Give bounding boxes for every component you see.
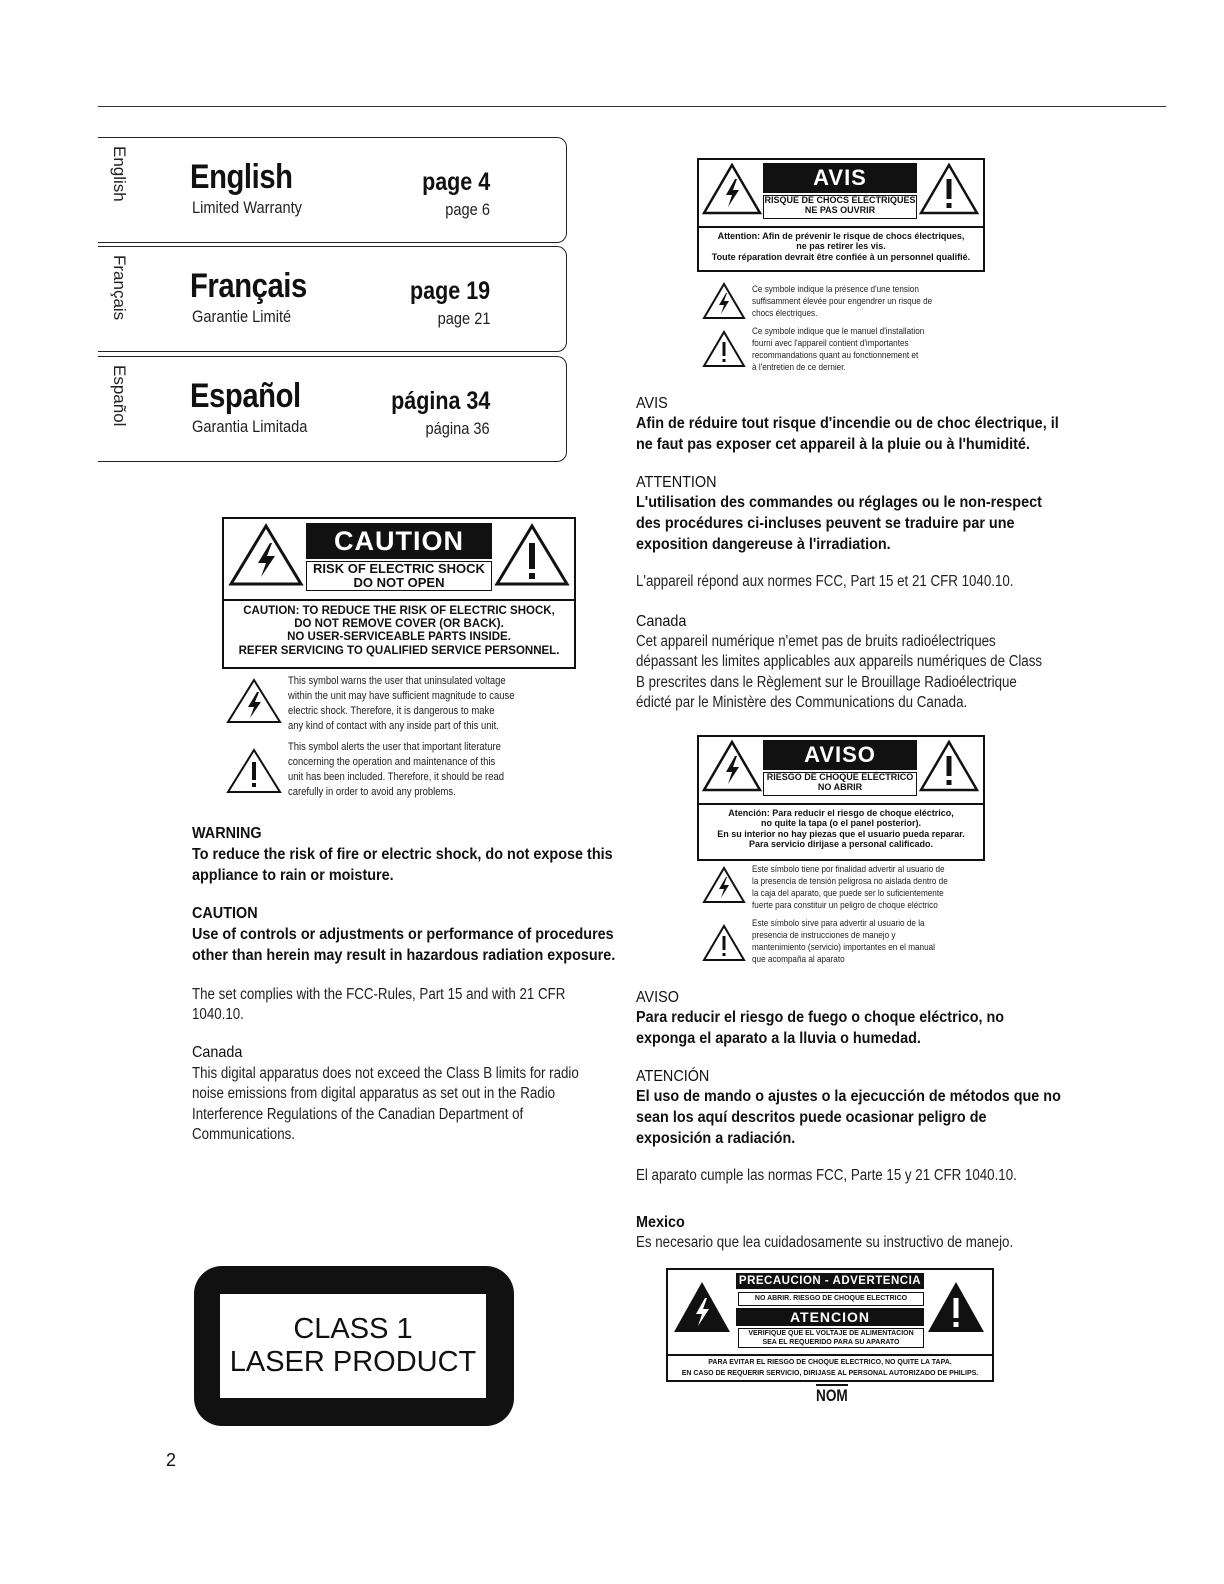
exclamation-symbol-icon	[226, 748, 282, 794]
mexico-text: Es necesario que lea cuidadosamente su instructivo de manejo.	[636, 1234, 1014, 1251]
caution-sub-line: RISK OF ELECTRIC SHOCK	[313, 561, 485, 576]
attention-heading: ATTENTION	[636, 474, 717, 491]
lightning-warning-icon	[228, 523, 304, 587]
caution-body: Use of controls or adjustments or performance of procedures other than herein may result in hazardous radiation exposure.	[192, 926, 616, 964]
lightning-symbol-icon	[702, 282, 746, 320]
exclamation-symbol-icon	[702, 330, 746, 368]
lightning-symbol-icon	[702, 866, 746, 904]
tab-page[interactable]: página 34	[390, 387, 490, 415]
mexico-heading: Mexico	[636, 1214, 685, 1231]
avis-instructions: Attention: Afin de prévenir le risque de chocs électriques, ne pas retirer les vis. Toute réparation devrait être confiée à un personnel qualifié.	[699, 226, 983, 273]
tab-francais[interactable]	[98, 246, 567, 352]
tab-language: Español	[190, 377, 301, 415]
tab-side-label: English	[110, 146, 129, 202]
exclamation-warning-icon	[919, 163, 979, 215]
laser-line1: CLASS 1	[293, 1312, 413, 1345]
atencion-heading: ATENCIÓN	[636, 1068, 710, 1085]
warning-body: To reduce the risk of fire or electric shock, do not expose this appliance to rain or moisture.	[192, 846, 613, 884]
exclamation-symbol-text-es: Este símbolo sirve para advertir al usuario de la presencia de instrucciones de manejo y mantenimiento (servicio) importantes en el manual que acompaña al aparato	[752, 918, 936, 965]
atencion-subtitle: VERIFIQUE QUE EL VOLTAJE DE ALIMENTACION SEA EL REQUERIDO PARA SU APARATO	[738, 1328, 924, 1348]
exclamation-warning-icon	[919, 740, 979, 792]
aviso-body: Para reducir el riesgo de fuego o choque eléctrico, no exponga el aparato a la lluvia o humedad.	[636, 1009, 1005, 1047]
atencion-body: El uso de mando o ajustes o la ejecucción de métodos que no sean los aquí descritos puede ocasionar peligro de exposición a radiación.	[636, 1088, 1061, 1147]
aviso-title: AVISO	[763, 740, 917, 770]
caution-title: CAUTION	[306, 523, 492, 559]
aviso-subtitle: RIESGO DE CHOQUE ELÉCTRICO NO ABRIR	[763, 772, 917, 796]
aviso-heading: AVISO	[636, 989, 679, 1006]
exclamation-symbol-text: This symbol alerts the user that important literature concerning the operation and maintenance of this unit has been included. Therefore, it should be read carefully in order to avoid any problems.	[288, 741, 504, 798]
exclamation-warning-icon	[926, 1280, 986, 1334]
tab-side-label: Español	[110, 365, 129, 427]
laser-product-label	[194, 1266, 514, 1426]
lightning-warning-icon	[672, 1280, 732, 1334]
lightning-warning-icon	[702, 740, 762, 792]
canada-heading-fr: Canada	[636, 613, 687, 630]
avis-title: AVIS	[763, 163, 917, 193]
caution-line: CAUTION: TO REDUCE THE RISK OF ELECTRIC SHOCK,	[243, 605, 555, 617]
precaucion-title: PRECAUCION - ADVERTENCIA	[736, 1273, 924, 1289]
exclamation-symbol-text-fr: Ce symbole indique que le manuel d'installation fourni avec l'appareil contient d'importantes recommandations quant au fonctionnement et à l'entretien de ce dernier.	[752, 326, 925, 373]
caution-line: NO USER-SERVICEABLE PARTS INSIDE.	[287, 631, 511, 644]
tab-subtitle: Garantie Limité	[192, 307, 292, 326]
tab-page-secondary[interactable]: page 21	[437, 309, 490, 328]
warning-heading: WARNING	[192, 825, 262, 842]
avis-subtitle: RISQUE DE CHOCS ÉLECTRIQUES NE PAS OUVRIR	[763, 195, 917, 219]
attention-body: L'utilisation des commandes ou réglages ou le non-respect des procédures ci-incluses peuvent se traduire par une exposition dangereuse à l'irradiation.	[636, 494, 1042, 553]
atencion-title: ATENCION	[736, 1308, 924, 1326]
lightning-symbol-text-fr: Ce symbole indique la présence d'une tension suffisamment élevée pour engendrer un risque de chocs électriques.	[752, 284, 933, 319]
canada-text-fr: Cet appareil numérique n'emet pas de bruits radioélectriques dépassant les limites applicables aux appareils numériques de Class B prescrites dans le Règlement sur le Brouillage Radioélectrique édicté par le Ministère des Communications du Canada.	[636, 633, 1043, 712]
tab-page[interactable]: page 4	[421, 168, 490, 196]
tab-espanol[interactable]	[98, 356, 567, 462]
tab-language: English	[190, 158, 293, 196]
tab-english[interactable]	[98, 137, 567, 243]
tab-page-secondary[interactable]: página 36	[425, 419, 490, 438]
fcc-text-es: El aparato cumple las normas FCC, Parte 15 y 21 CFR 1040.10.	[636, 1167, 1017, 1184]
fcc-text-fr: L'appareil répond aux normes FCC, Part 15 et 21 CFR 1040.10.	[636, 573, 1014, 590]
avis-body: Afin de réduire tout risque d'incendie ou de choc électrique, il ne faut pas exposer cet appareil à la pluie ou à l'humidité.	[636, 415, 1059, 453]
avis-heading: AVIS	[636, 395, 668, 412]
top-rule	[98, 106, 1166, 107]
caution-line: REFER SERVICING TO QUALIFIED SERVICE PERSONNEL.	[238, 644, 560, 657]
precaucion-label	[666, 1268, 994, 1382]
caution-sub-line: DO NOT OPEN	[353, 575, 445, 591]
lightning-symbol-text: This symbol warns the user that uninsulated voltage within the unit may have sufficient magnitude to cause electric shock. Therefore, it is dangerous to make any kind of contact with any inside part of this unit.	[288, 675, 515, 732]
exclamation-symbol-icon	[702, 924, 746, 962]
caution-label	[222, 517, 576, 669]
nom-mark: NOM	[816, 1386, 848, 1405]
lightning-symbol-text-es: Este símbolo tiene por finalidad advertir al usuario de la presencia de tensión peligrosa no aislada dentro de la caja del aparato, que puede ser lo suficientemente fuerte para constituir un peligro de choque eléctrico	[752, 864, 948, 911]
tab-page[interactable]: page 19	[409, 277, 490, 305]
page-number: 2	[166, 1450, 177, 1470]
caution-line: DO NOT REMOVE COVER (OR BACK).	[294, 618, 504, 631]
tab-page-secondary[interactable]: page 6	[445, 200, 490, 219]
tab-side-label: Français	[110, 255, 129, 321]
caution-heading: CAUTION	[192, 905, 258, 922]
precaucion-instructions: PARA EVITAR EL RIESGO DE CHOQUE ELECTRICO, NO QUITE LA TAPA. EN CASO DE REQUERIR SERVICIO, DIRIJASE AL PERSONAL AUTORIZADO DE PHILIPS.	[668, 1354, 992, 1381]
caution-instructions	[224, 599, 574, 671]
caution-subtitle	[306, 561, 492, 591]
lightning-warning-icon	[702, 163, 762, 215]
precaucion-subtitle: NO ABRIR. RIESGO DE CHOQUE ELECTRICO	[738, 1292, 924, 1306]
tab-language: Français	[190, 267, 307, 305]
canada-heading: Canada	[192, 1044, 243, 1061]
aviso-instructions: Atención: Para reducir el riesgo de choque eléctrico, no quite la tapa (o el panel posterior). En su interior no hay piezas que el usuario pueda reparar. Para servicio dirijase a personal calificado.	[699, 803, 983, 862]
exclamation-warning-icon	[494, 523, 570, 587]
tab-subtitle: Limited Warranty	[192, 198, 302, 217]
fcc-text: The set complies with the FCC-Rules, Part 15 and with 21 CFR 1040.10.	[192, 986, 566, 1024]
avis-label	[697, 158, 985, 272]
tab-subtitle: Garantia Limitada	[192, 417, 308, 436]
aviso-label	[697, 735, 985, 861]
canada-text: This digital apparatus does not exceed the Class B limits for radio noise emissions from digital apparatus as set out in the Radio Interference Regulations of the Canadian Department of Communications.	[192, 1065, 579, 1144]
lightning-symbol-icon	[226, 678, 282, 724]
laser-line2: LASER PRODUCT	[229, 1346, 477, 1378]
